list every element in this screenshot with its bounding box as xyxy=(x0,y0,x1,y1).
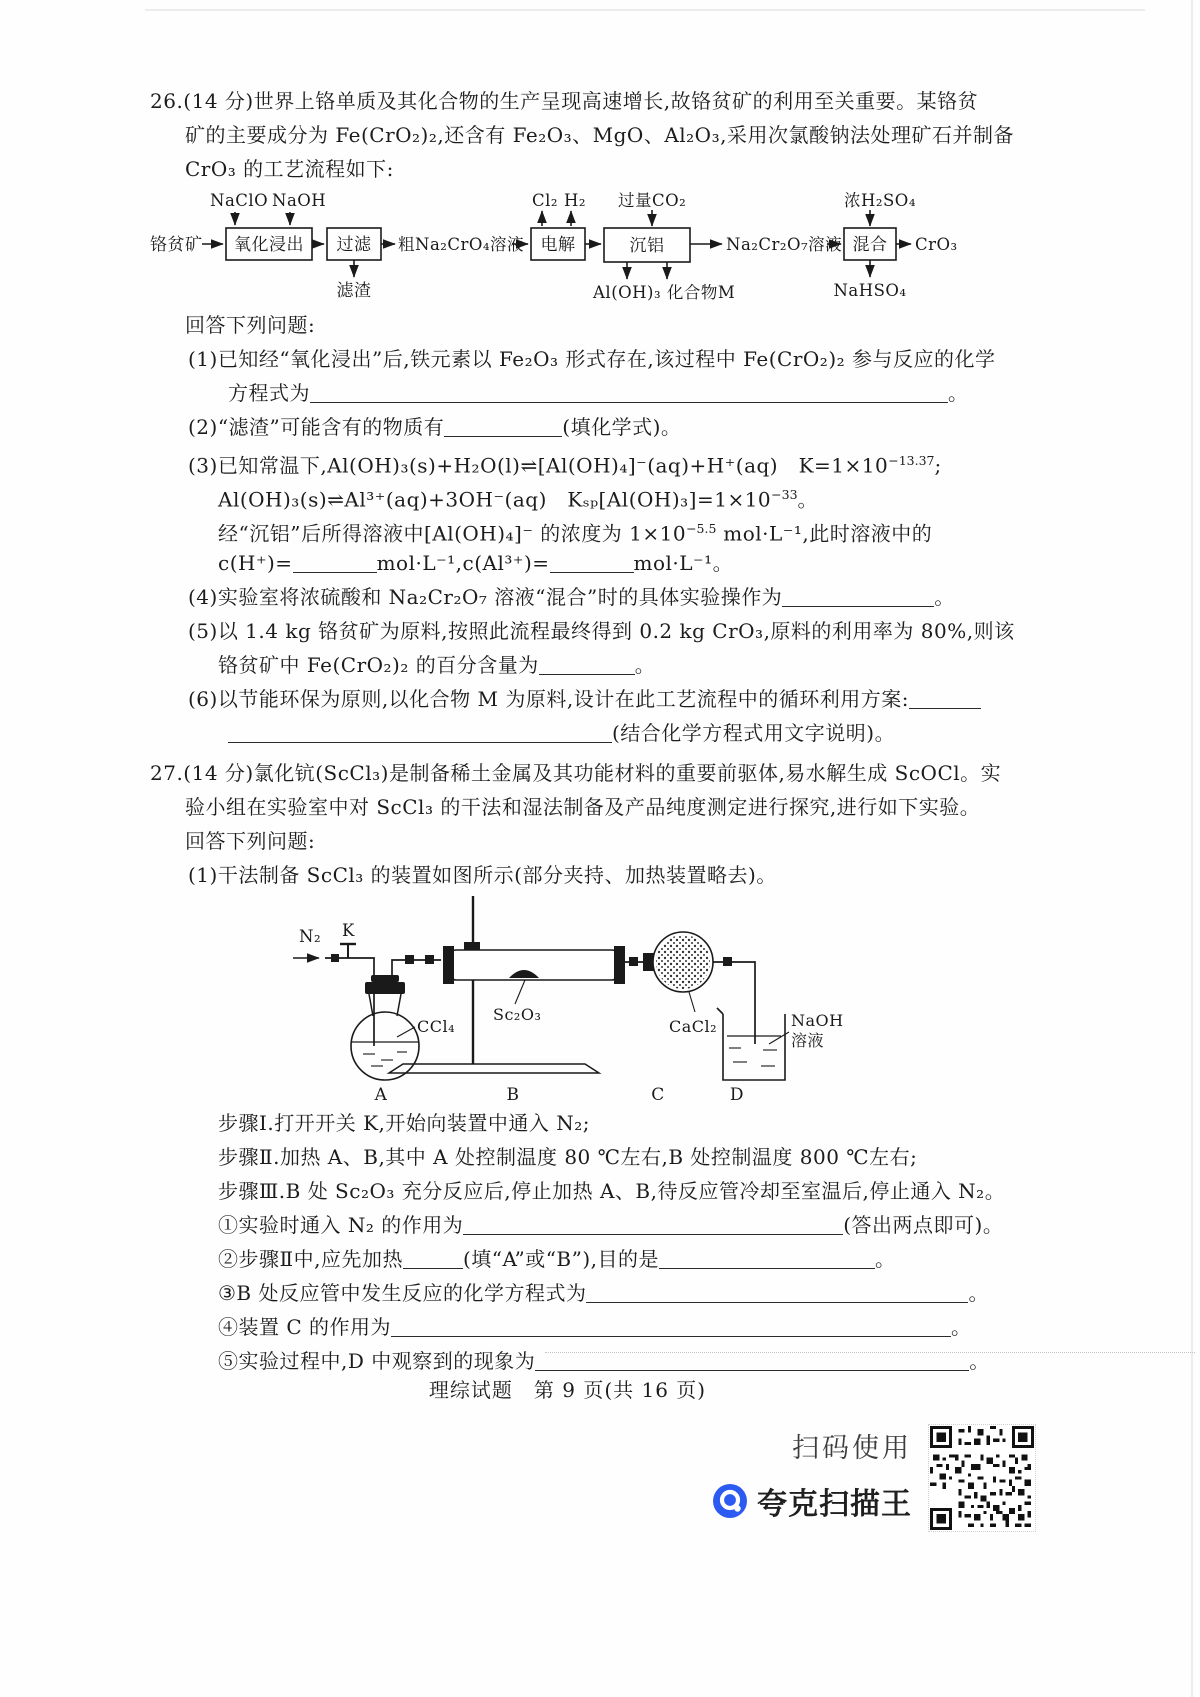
q27-step3 xyxy=(150,1174,1006,1208)
q26-sub3-text: 经“沉铝”后所得溶液中[Al(OH)₄]⁻ 的浓度为 1×10 xyxy=(218,521,687,546)
answer-blank xyxy=(909,688,981,709)
tube-connector xyxy=(405,955,414,964)
q26-sub3-eq1-end: ; xyxy=(934,453,942,478)
q26-ch-label: c(H⁺)= xyxy=(218,551,293,575)
tube-connector xyxy=(331,954,339,962)
q27-circ3 xyxy=(150,1276,989,1310)
q26-sub6-text: (6)以节能环保为原则,以化合物 M 为原料,设计在此工艺流程中的循环利用方案: xyxy=(188,687,909,711)
q26-sub5-period: 。 xyxy=(634,653,656,677)
flow-product: CrO₃ xyxy=(915,235,958,254)
q26-unit-label: mol·L⁻¹。 xyxy=(633,551,734,575)
answer-blank xyxy=(444,416,562,437)
q27-step2 xyxy=(150,1140,985,1174)
q26-sub2-hint: (填化学式)。 xyxy=(562,415,682,439)
q26-sub1-period: 。 xyxy=(948,381,969,405)
stand-base xyxy=(389,1064,599,1073)
scanner-app-branding xyxy=(712,1424,1036,1532)
valve-k-label: K xyxy=(342,921,355,940)
apparatus-diagram xyxy=(285,896,845,1104)
q27-circ2 xyxy=(150,1242,985,1276)
tube-connector xyxy=(629,957,638,966)
q26-sub3-text-end: mol·L⁻¹,此时溶液中的 xyxy=(716,521,933,546)
round-flask xyxy=(351,1012,419,1080)
q27-circ2-period: 。 xyxy=(875,1247,896,1271)
answer-blank xyxy=(403,1248,463,1269)
q26-sub4-line xyxy=(150,580,985,614)
q26-cal-label: mol·L⁻¹,c(Al³⁺)= xyxy=(376,551,550,575)
q27-intro-line2 xyxy=(150,790,985,824)
question-27 xyxy=(150,756,1006,1378)
flow-box-al-removal: 沉铝 xyxy=(629,236,665,256)
flow-na2cr2o7: Na₂Cr₂O₇溶液 xyxy=(726,235,843,254)
flow-label-naoh: NaOH xyxy=(272,191,327,210)
label-pointer xyxy=(769,1032,789,1044)
flow-crude-solution: 粗Na₂CrO₄溶液 xyxy=(398,235,525,254)
cacl2-granules xyxy=(656,935,710,989)
flow-label-h2: H₂ xyxy=(564,191,587,210)
q26-sub4-text: (4)实验室将浓硫酸和 Na₂Cr₂O₇ 溶液“混合”时的具体实验操作为 xyxy=(188,585,783,609)
answer-blank xyxy=(535,1350,969,1371)
q26-sub2-text: (2)“滤渣”可能含有的物质有 xyxy=(188,415,445,439)
q26-sub3-line4 xyxy=(150,546,985,580)
answer-blank xyxy=(659,1248,875,1269)
q27-circ4-text: ④装置 C 的作用为 xyxy=(218,1315,392,1339)
q26-sub5-line1 xyxy=(150,614,1015,648)
q26-sub5-cont: 铬贫矿中 Fe(CrO₂)₂ 的百分含量为 xyxy=(218,653,539,677)
q26-intro-line2 xyxy=(150,118,1014,152)
q26-sub3-line3 xyxy=(150,512,985,546)
tube-end-cap xyxy=(614,946,625,984)
q27-circ1-hint: (答出两点即可)。 xyxy=(843,1213,1004,1237)
app-name-row xyxy=(712,1479,912,1523)
inlet-tube xyxy=(325,958,374,1046)
q27-circ5 xyxy=(150,1344,990,1378)
ccl4-label: CCl₄ xyxy=(417,1017,456,1036)
apparatus-label-b: B xyxy=(506,1085,520,1104)
q27-circ1-text: ①实验时通入 N₂ 的作用为 xyxy=(218,1213,464,1237)
cacl2-label: CaCl₂ xyxy=(669,1017,718,1036)
exponent: −13.37 xyxy=(888,453,935,468)
flow-label-naclo: NaClO xyxy=(210,191,269,210)
liquid-dashes xyxy=(363,1052,407,1066)
flow-box-electrolysis: 电解 xyxy=(540,235,576,255)
answer-blank xyxy=(550,552,634,573)
flask-stopper xyxy=(371,975,399,982)
q27-circ5-period: 。 xyxy=(969,1349,990,1373)
q27-answer-prompt xyxy=(150,824,985,858)
question-26 xyxy=(150,84,1015,750)
flow-box-oxidize: 氧化浸出 xyxy=(234,235,304,255)
q27-circ4 xyxy=(150,1310,985,1344)
q26-answer-prompt-text: 回答下列问题: xyxy=(185,313,316,337)
q26-sub1-line1 xyxy=(150,342,996,376)
qr-code xyxy=(928,1424,1036,1532)
q26-sub4-period: 。 xyxy=(934,585,955,609)
page-content xyxy=(150,84,1015,1378)
flow-label-co2: 过量CO₂ xyxy=(618,191,687,210)
q26-sub3-eq2-end: 。 xyxy=(797,487,819,512)
app-name-text: 夸克扫描王 xyxy=(757,1487,912,1522)
connecting-tube xyxy=(713,962,755,1044)
flow-label-aloh3-m: Al(OH)₃ 化合物M xyxy=(593,283,736,302)
q26-intro-text-1: 26.(14 分)世界上铬单质及其化合物的生产呈现高速增长,故铬贫矿的利用至关重要。某铬贫 xyxy=(150,89,979,113)
scan-artifact xyxy=(145,9,1145,11)
q26-intro-line1 xyxy=(150,84,985,118)
q26-sub3-eq1: (3)已知常温下,Al(OH)₃(s)+H₂O(l)⇌[Al(OH)₄]⁻(aq)+H⁺(aq) K=1×10 xyxy=(188,453,889,478)
flow-box-mix: 混合 xyxy=(852,235,888,255)
sc2o3-label: Sc₂O₃ xyxy=(493,1005,542,1024)
page-footer xyxy=(150,1374,985,1403)
tube-end-cap xyxy=(443,946,454,984)
answer-blank xyxy=(391,1316,951,1337)
apparatus-label-c: C xyxy=(651,1085,665,1104)
q26-sub1-text: (1)已知经“氧化浸出”后,铁元素以 Fe₂O₃ 形式存在,该过程中 Fe(CrO₂)₂ 参与反应的化学 xyxy=(188,347,996,371)
q27-circ1 xyxy=(150,1208,1004,1242)
label-pointer xyxy=(689,992,695,1012)
q26-sub1-line2 xyxy=(150,376,985,410)
naoh-label-2: 溶液 xyxy=(791,1031,825,1050)
flow-residue: 滤渣 xyxy=(336,281,372,301)
scan-hint-text: 扫码使用 xyxy=(792,1433,912,1464)
process-flow-diagram xyxy=(150,182,985,308)
apparatus-label-a: A xyxy=(374,1085,388,1104)
q27-intro-line1 xyxy=(150,756,1002,790)
label-pointer xyxy=(515,980,525,1004)
q26-sub3-line2 xyxy=(150,478,985,512)
q26-sub3-eq2: Al(OH)₃(s)⇌Al³⁺(aq)+3OH⁻(aq) Kₛₚ[Al(OH)₃]=1×10 xyxy=(218,487,772,512)
footer-text: 理综试题 第 9 页(共 16 页) xyxy=(428,1378,707,1402)
beaker xyxy=(717,1008,785,1080)
n2-label: N₂ xyxy=(299,927,322,946)
q27-intro-text-2: 验小组在实验室中对 ScCl₃ 的干法和湿法制备及产品纯度测定进行探究,进行如下实验。 xyxy=(185,795,981,819)
naoh-label: NaOH xyxy=(791,1011,844,1030)
flow-label-cl2: Cl₂ xyxy=(532,191,559,210)
q27-circ4-period: 。 xyxy=(951,1315,972,1339)
q27-circ3-text: ③B 处反应管中发生反应的化学方程式为 xyxy=(218,1281,587,1305)
q27-circ3-period: 。 xyxy=(968,1281,989,1305)
q27-step1-text: 步骤Ⅰ.打开开关 K,开始向装置中通入 N₂; xyxy=(218,1111,591,1135)
q27-circ2-text: ②步骤Ⅱ中,应先加热 xyxy=(218,1247,403,1271)
branding-text-column xyxy=(712,1424,912,1523)
q26-intro-text-2: 矿的主要成分为 Fe(CrO₂)₂,还含有 Fe₂O₃、MgO、Al₂O₃,采用次氯酸钠法处理矿石并制备 xyxy=(185,123,1014,147)
q27-intro-text-1: 27.(14 分)氯化钪(ScCl₃)是制备稀土金属及其功能材料的重要前驱体,易水解生成 ScOCl。实 xyxy=(150,761,1002,785)
q26-sub2-line xyxy=(150,410,985,444)
q26-answer-prompt xyxy=(150,308,985,342)
answer-blank xyxy=(782,586,934,607)
clamp xyxy=(464,942,480,950)
q26-intro-line3 xyxy=(150,152,985,186)
answer-blank xyxy=(463,1214,843,1235)
q27-step2-text: 步骤Ⅱ.加热 A、B,其中 A 处控制温度 80 ℃左右,B 处控制温度 800 ℃左右; xyxy=(218,1145,918,1169)
answer-blank xyxy=(228,722,612,743)
exponent: −5.5 xyxy=(686,521,717,536)
tube-connector xyxy=(723,957,732,966)
q26-sub1-cont: 方程式为 xyxy=(228,381,310,405)
q27-answer-prompt-text: 回答下列问题: xyxy=(185,829,316,853)
q26-sub5-line2 xyxy=(150,648,985,682)
q27-circ2-hint: (填“A”或“B”),目的是 xyxy=(462,1247,660,1271)
q27-sub1-line xyxy=(150,858,985,892)
flask-stopper xyxy=(365,982,405,994)
answer-blank xyxy=(293,552,377,573)
answer-blank xyxy=(539,654,635,675)
q27-step3-text: 步骤Ⅲ.B 处 Sc₂O₃ 充分反应后,停止加热 A、B,待反应管冷却至室温后,停止通入 N₂。 xyxy=(218,1179,1006,1203)
quark-logo-icon xyxy=(712,1483,748,1519)
q26-sub6-line1 xyxy=(150,682,985,716)
tube-connector xyxy=(425,955,434,964)
flow-input: 铬贫矿 xyxy=(150,235,203,255)
answer-blank xyxy=(586,1282,968,1303)
flow-box-filter: 过滤 xyxy=(336,235,372,255)
q26-sub6-hint: (结合化学方程式用文字说明)。 xyxy=(612,721,896,745)
q26-intro-text-3: CrO₃ 的工艺流程如下: xyxy=(185,157,394,181)
flow-label-h2so4: 浓H₂SO₄ xyxy=(844,191,916,210)
flow-label-nahso4: NaHSO₄ xyxy=(833,281,907,300)
q26-sub3-line1 xyxy=(150,444,985,478)
answer-blank xyxy=(310,382,948,403)
exponent: −33 xyxy=(771,487,798,502)
apparatus-label-d: D xyxy=(729,1085,745,1104)
q27-sub1-text: (1)干法制备 ScCl₃ 的装置如图所示(部分夹持、加热装置略去)。 xyxy=(188,863,777,887)
liquid-dashes xyxy=(729,1048,777,1066)
label-pointer xyxy=(397,1027,415,1037)
q26-sub6-line2 xyxy=(150,716,985,750)
q27-circ5-text: ⑤实验过程中,D 中观察到的现象为 xyxy=(218,1349,536,1373)
scan-artifact xyxy=(1191,0,1193,1697)
q26-sub5-text: (5)以 1.4 kg 铬贫矿为原料,按照此流程最终得到 0.2 kg CrO₃,原料的利用率为 80%,则该 xyxy=(188,619,1015,643)
q27-step1 xyxy=(150,1106,985,1140)
